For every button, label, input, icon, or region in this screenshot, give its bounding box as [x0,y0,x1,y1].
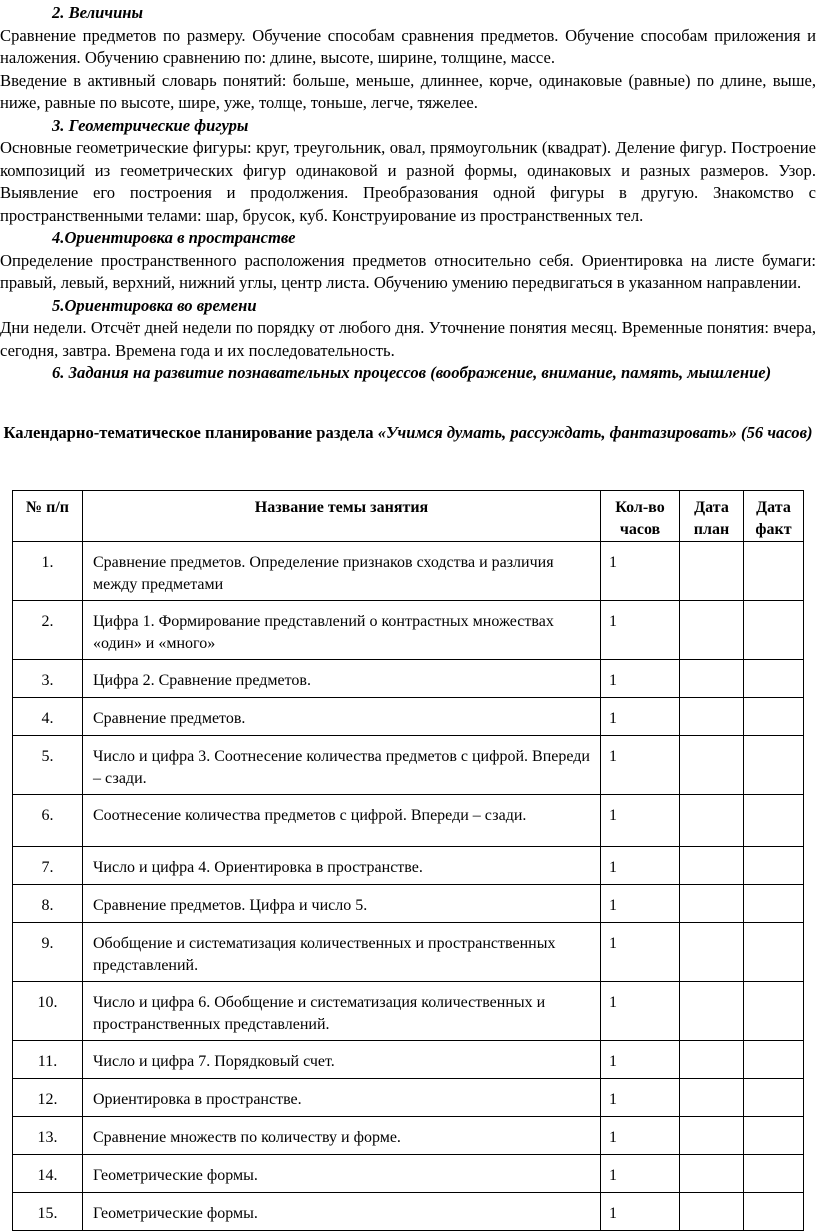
row-date-fact [744,847,804,885]
row-topic: Геометрические формы. [83,1193,601,1231]
row-topic: Цифра 2. Сравнение предметов. [83,660,601,698]
program-text [0,2,816,385]
row-date-plan [680,982,744,1041]
row-topic: Сравнение предметов. Цифра и число 5. [83,885,601,923]
row-hours: 1 [601,660,680,698]
row-date-plan [680,601,744,660]
section-paragraph: Основные геометрические фигуры: круг, треугольник, овал, прямоугольник (квадрат). Деление фигур. Построение композиций из геометрических фигур одинаковой и разной формы, одинаковых и разных размеров. Узор. Выявление его построения и продолжения. Преобразования одной фигуры в другую. Знакомство с пространственными телами: шар, брусок, куб. Конструирование из пространственных тел. [0,138,816,225]
row-date-plan [680,1155,744,1193]
row-hours: 1 [601,923,680,982]
row-date-plan [680,1041,744,1079]
table-row [13,1193,804,1231]
row-num: 13. [13,1117,83,1155]
row-date-fact [744,736,804,795]
row-hours: 1 [601,601,680,660]
row-topic: Число и цифра 7. Порядковый счет. [83,1041,601,1079]
plan-title-prefix: Календарно-тематическое планирование раздела [3,423,378,442]
row-num: 12. [13,1079,83,1117]
row-num: 15. [13,1193,83,1231]
row-topic: Сравнение предметов. [83,698,601,736]
row-topic: Соотнесение количества предметов с цифрой. Впереди – сзади. [83,795,601,847]
table-row [13,542,804,601]
plan-table-body [13,542,804,1231]
header-hours: Кол-во часов [601,491,680,542]
table-row [13,847,804,885]
row-topic: Ориентировка в пространстве. [83,1079,601,1117]
row-num: 5. [13,736,83,795]
row-topic: Обобщение и систематизация количественных и пространственных представлений. [83,923,601,982]
header-date-plan: Дата план [680,491,744,542]
row-hours: 1 [601,1193,680,1231]
row-hours: 1 [601,1155,680,1193]
row-date-fact [744,923,804,982]
row-date-plan [680,923,744,982]
section-paragraph: Введение в активный словарь понятий: больше, меньше, длиннее, корче, одинаковые (равные) по длине, выше, ниже, равные по высоте, шире, уже, толще, тоньше, легче, тяжелее. [0,70,816,112]
row-num: 8. [13,885,83,923]
row-num: 11. [13,1041,83,1079]
row-topic: Геометрические формы. [83,1155,601,1193]
row-date-fact [744,982,804,1041]
row-date-plan [680,885,744,923]
row-date-fact [744,1041,804,1079]
header-num: № п/п [13,491,83,542]
row-date-plan [680,542,744,601]
table-row [13,1117,804,1155]
row-hours: 1 [601,736,680,795]
header-topic: Название темы занятия [83,491,601,542]
header-date-fact: Дата факт [744,491,804,542]
row-num: 10. [13,982,83,1041]
row-hours: 1 [601,795,680,847]
row-num: 6. [13,795,83,847]
section-paragraph: Определение пространственного расположения предметов относительно себя. Ориентировка на листе бумаги: правый, левый, верхний, нижний углы, центр листа. Обучению умению передвигаться в указанном направлении. [0,250,816,292]
row-num: 7. [13,847,83,885]
row-date-plan [680,847,744,885]
table-row [13,1155,804,1193]
row-date-fact [744,601,804,660]
row-topic: Сравнение множеств по количеству и форме. [83,1117,601,1155]
row-date-fact [744,698,804,736]
row-topic: Число и цифра 3. Соотнесение количества предметов с цифрой. Впереди – сзади. [83,736,601,795]
row-num: 4. [13,698,83,736]
row-hours: 1 [601,847,680,885]
row-date-fact [744,1155,804,1193]
row-date-plan [680,698,744,736]
table-row [13,982,804,1041]
row-num: 2. [13,601,83,660]
row-date-fact [744,660,804,698]
row-num: 3. [13,660,83,698]
row-hours: 1 [601,1079,680,1117]
row-date-plan [680,1117,744,1155]
table-row [13,795,804,847]
row-num: 14. [13,1155,83,1193]
plan-title-italic: «Учимся думать, рассуждать, фантазировать» (56 часов) [377,423,813,442]
row-hours: 1 [601,982,680,1041]
row-date-fact [744,1117,804,1155]
section-paragraph: Дни недели. Отсчёт дней недели по порядку от любого дня. Уточнение понятия месяц. Временные понятия: вчера, сегодня, завтра. Времена года и их последовательность. [0,318,816,360]
table-row [13,1041,804,1079]
section-heading: 3. Геометрические фигуры [52,115,249,135]
row-hours: 1 [601,1117,680,1155]
row-hours: 1 [601,1041,680,1079]
row-date-plan [680,1193,744,1231]
row-date-plan [680,1079,744,1117]
table-row [13,601,804,660]
table-row [13,736,804,795]
row-date-fact [744,795,804,847]
section-heading: 2. Величины [52,3,144,22]
row-date-fact [744,1079,804,1117]
plan-title [0,422,816,445]
row-topic: Цифра 1. Формирование представлений о контрастных множествах «один» и «много» [83,601,601,660]
row-num: 9. [13,923,83,982]
row-date-fact [744,885,804,923]
row-hours: 1 [601,542,680,601]
table-row [13,1079,804,1117]
row-topic: Сравнение предметов. Определение признаков сходства и различия между предметами [83,542,601,601]
row-num: 1. [13,542,83,601]
row-date-fact [744,1193,804,1231]
row-topic: Число и цифра 6. Обобщение и систематизация количественных и пространственных представлений. [83,982,601,1041]
section-paragraph: Сравнение предметов по размеру. Обучение способам сравнения предметов. Обучение способам приложения и наложения. Обучению сравнению по: длине, высоте, ширине, толщине, массе. [0,25,816,67]
row-date-plan [680,736,744,795]
row-topic: Число и цифра 4. Ориентировка в пространстве. [83,847,601,885]
row-date-fact [744,542,804,601]
section-heading: 4.Ориентировка в пространстве [52,228,296,247]
row-date-plan [680,795,744,847]
table-row [13,698,804,736]
row-hours: 1 [601,698,680,736]
row-date-plan [680,660,744,698]
table-row [13,923,804,982]
table-row [13,660,804,698]
table-header-row [13,491,804,542]
section-heading: 5.Ориентировка во времени [52,295,257,315]
plan-table [12,490,804,1231]
section-heading: 6. Задания на развитие познавательных процессов (воображение, внимание, память, мышление) [52,363,772,382]
table-row [13,885,804,923]
row-hours: 1 [601,885,680,923]
